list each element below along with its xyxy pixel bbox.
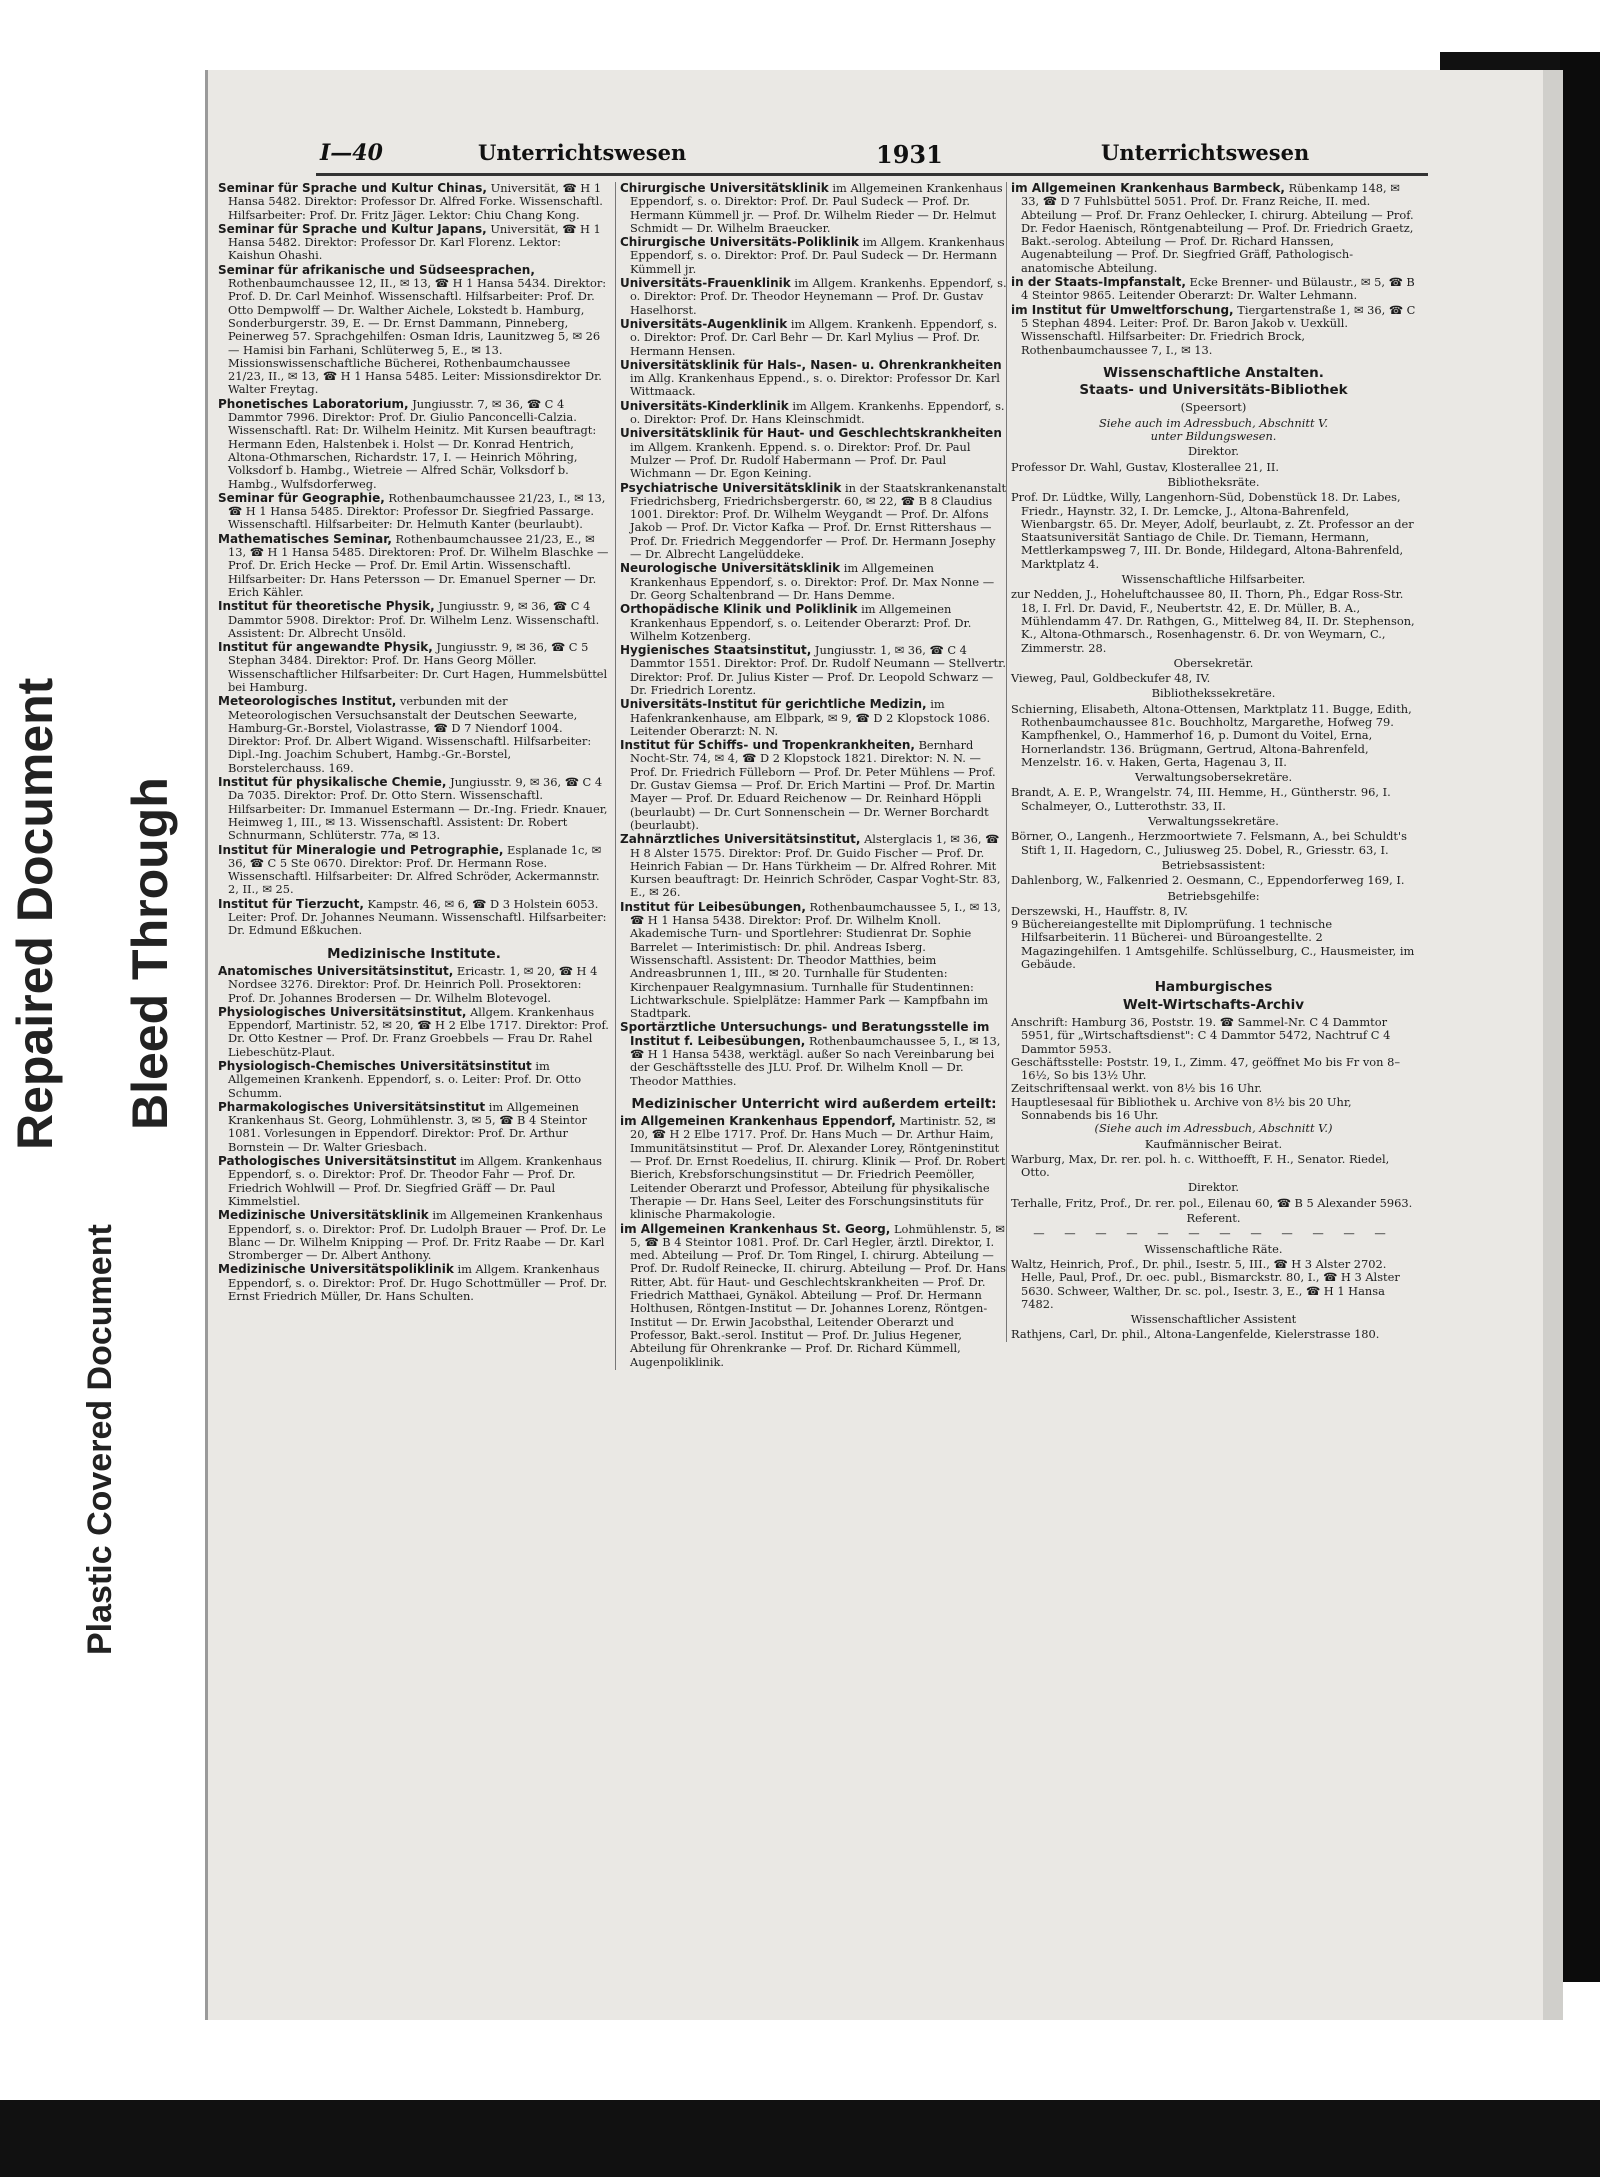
entry	[620, 1115, 1008, 1221]
entry-details: Rothenbaumchaussee 12, II., ✉ 13, ☎ H 1 Hansa 5434. Direktor: Prof. D. Dr. Carl Meinhof. Wissenschaftl. Hilfsarbeiter: Prof. Dr. Otto Dempwolff — Dr. Walther Aichele, Lokstedt b. Hamburg, Sonderburgerstr. 39, E. — Dr. Ernst Dammann, Pinneberg, Peinerweg 57. Sprachgehilfen: Osman Idris, Launitzweg 5, ✉ 26 — Hamisi bin Farhani, Schlüterweg 5, E., ✉ 13. Missionswissenschaftliche Bücherei, Rothenbaumchaussee 21/23, II., ✉ 13, ☎ H 1 Hansa 5485. Leiter: Missionsdirektor Dr. Walter Freytag.	[228, 276, 607, 397]
subheading-medical-teaching: Medizinischer Unterricht wird außerdem erteilt:	[631, 1095, 997, 1112]
role-heading: Wissenschaftliche Räte.	[1144, 1241, 1283, 1256]
header-rule	[316, 173, 1428, 176]
entry-details: Martinistr. 52, ✉ 20, ☎ H 2 Elbe 1717. Prof. Dr. Hans Much — Dr. Arthur Haim, Immunitätsinstitut — Prof. Dr. Alexander Lorey, Röntgeninstitut — Prof. Dr. Ernst Roedelius, II. chirurg. Klinik — Prof. Dr. Robert Bierich, Krebsforschungsinstitut — Dr. Friedrich Peemöller, Leitender Oberarzt und Professor, Abteilung für physikalische Therapie — Dr. Hans Seel, Leiter des Forschungsinstituts für klinische Pharmakologie.	[630, 1114, 1006, 1222]
entry-details: Jungiusstr. 9, ✉ 36, ☎ C 4 Da 7035. Direktor: Prof. Dr. Otto Stern. Wissenschaftl. Hilfsarbeiter: Dr. Immanuel Estermann — Dr.-Ing. Friedr. Knauer, Heimweg 1, III., ✉ 13. Wissenschaftl. Assistent: Dr. Robert Schnurmann, Schlüterstr. 77a, ✉ 13.	[228, 775, 608, 843]
entry-details: Bernhard Nocht-Str. 74, ✉ 4, ☎ D 2 Klopstock 1821. Direktor: N. N. — Prof. Dr. Friedrich Fülleborn — Prof. Dr. Peter Mühlens — Prof. Dr. Gustav Giemsa — Prof. Dr. Erich Martini — Prof. Dr. Martin Mayer — Prof. Dr. Eduard Reichenow — Dr. Reinhard Höppli (beurlaubt) — Dr. Curt Sonnenschein — Dr. Werner Borchardt (beurlaubt).	[630, 738, 996, 832]
staff-list: Waltz, Heinrich, Prof., Dr. phil., Isestr. 5, III., ☎ H 3 Alster 2702. Helle, Paul, Prof., Dr. oec. publ., Bismarckstr. 80, I., ☎ H 3 Alster 5630. Schweer, Walther, Dr. sc. pol., Isestr. 3, E., ☎ H 1 Hansa 7482.	[1011, 1256, 1400, 1311]
archive-heading: Hamburgisches	[1154, 979, 1273, 996]
entry-details: Kampstr. 46, ✉ 6, ☎ D 3 Holstein 6053. Leiter: Prof. Dr. Johannes Neumann. Wissenschaftl. Hilfsarbeiter: Dr. Edmund Eßkuchen.	[228, 896, 607, 938]
page-edge	[1543, 70, 1563, 2020]
entry-details: in der Staatskrankenanstalt Friedrichsberg, Friedrichsbergerstr. 60, ✉ 22, ☎ B 8 Claudius 1001. Direktor: Prof. Dr. Wilhelm Weygandt — Prof. Dr. Alfons Jakob — Prof. Dr. Victor Kafka — Prof. Dr. Ernst Rittershaus — Prof. Dr. Friedrich Meggendorfer — Prof. Dr. Hermann Josephy — Dr. Albrecht Langelüddeke.	[630, 480, 1007, 562]
institution-name: Neurologische Universitätsklinik	[620, 561, 841, 576]
staff-list: Brandt, A. E. P., Wrangelstr. 74, III. Hemme, H., Güntherstr. 96, I. Schalmeyer, O., Lutterothstr. 33, II.	[1011, 785, 1391, 813]
running-head-right: Unterrichtswesen	[1101, 140, 1310, 165]
entry-details: Allgem. Krankenhaus Eppendorf, Martinistr. 52, ✉ 20, ☎ H 2 Elbe 1717. Direktor: Prof. Dr. Otto Kestner — Prof. Dr. Franz Groebbels — Frau Dr. Rahel Liebeschütz-Plaut.	[228, 1004, 609, 1059]
column-3	[1006, 182, 1416, 1342]
entry	[1011, 304, 1416, 357]
staff-summary: 9 Büchereiangestellte mit Diplomprüfung. 1 technische Hilfsarbeiterin. 11 Bücherei- und Büroangestellte. 2 Magazingehilfen. 1 Amtsgehilfe. Schlüsselburg, C., Hausmeister, im Gebäude.	[1011, 917, 1415, 972]
institution-name: Medizinische Universitätsklinik	[218, 1208, 429, 1223]
entry-details: im Allgem. Krankenhaus Eppendorf, s. o. Direktor: Prof. Dr. Paul Sudeck — Dr. Hermann Kümmell jr.	[630, 235, 1005, 276]
staff-list: Warburg, Max, Dr. rer. pol. h. c. Witthoefft, F. H., Senator. Riedel, Otto.	[1011, 1151, 1390, 1180]
entry	[620, 562, 1008, 602]
institution-name: im Allgemeinen Krankenhaus Barmbeck,	[1011, 181, 1285, 195]
institution-name: Medizinische Universitätspoliklinik	[218, 1262, 454, 1277]
institution-name: Universitäts-Institut für gerichtliche Medizin,	[620, 697, 927, 712]
entry	[218, 600, 610, 640]
entry-details: verbunden mit der Meteorologischen Versuchsanstalt der Deutschen Seewarte, Hamburg-Gr.-Borstel, Violastrasse, ☎ D 7 Niendorf 1004. Direktor: Prof. Dr. Albert Wigand. Wissenschaftl. Hilfsarbeiter: Dipl.-Ing. Joachim Schubert, Hambg.-Gr.-Borstel, Borstelerchauss. 169.	[228, 694, 592, 775]
entry-details: Jungiusstr. 9, ✉ 36, ☎ C 4 Dammtor 5908. Direktor: Prof. Dr. Wilhelm Lenz. Wissenschaftl. Assistent: Dr. Albrecht Unsöld.	[228, 599, 600, 640]
entry-details: Lohmühlenstr. 5, ✉ 5, ☎ B 4 Steintor 1081. Prof. Dr. Carl Hegler, ärztl. Direktor, I. med. Abteilung — Prof. Dr. Tom Ringel, I. chirurg. Abteilung — Prof. Dr. Rudolf Reinecke, II. chirurg. Abteilung — Prof. Dr. Hans Ritter, Abt. für Haut- und Geschlechtskrankheiten — Prof. Dr. Friedrich Matthaei, Gynäkol. Abteilung — Prof. Dr. Hermann Holthusen, Röntgen-Institut — Dr. Johannes Lorenz, Röntgen-Institut — Dr. Erwin Jacobsthal, Leitender Oberarzt und Professor, Bakt.-serol. Institut — Prof. Dr. Julius Hegener, Abteilung für Ohrenkranke — Prof. Dr. Richard Kümmell, Augenpoliklinik.	[630, 1221, 1006, 1369]
institution-name: Universitäts-Augenklinik	[620, 316, 788, 331]
entry	[218, 1101, 610, 1154]
staff-list: zur Nedden, J., Hoheluftchaussee 80, II. Thorn, Ph., Edgar Ross-Str. 18, I. Frl. Dr. David, F., Neubertstr. 42, E. Dr. Müller, B. A., Mühlendamm 47. Dr. Rathgen, G., Mittelweg 84, II. Dr. Stephenson, K., Altona-Othmarsch., Rosenhagenstr. 6. Dr. von Weymarn, C., Zimmerstr. 28.	[1011, 587, 1415, 655]
entry-details: im Allgemeinen Krankenhaus Eppendorf, s. o. Leitender Oberarzt: Prof. Dr. Wilhelm Kotzenberg.	[630, 602, 972, 643]
institution-name: Institut für Mineralogie und Petrographie,	[218, 842, 504, 857]
institution-name: Seminar für afrikanische und Südseesprachen,	[218, 262, 535, 277]
entry	[218, 182, 610, 222]
entry	[218, 1263, 610, 1303]
entry	[218, 533, 610, 599]
entry-details: im Allgem. Krankenhaus Eppendorf, s. o. Direktor: Prof. Dr. Hugo Schottmüller — Prof. Dr. Ernst Friedrich Müller, Dr. Hans Schulten.	[228, 1262, 608, 1304]
staff-list: Terhalle, Fritz, Prof., Dr. rer. pol., Eilenau 60, ☎ B 5 Alexander 5963.	[1011, 1195, 1413, 1210]
institution-name: Seminar für Sprache und Kultur Chinas,	[218, 181, 487, 195]
entry-details: im Allgemeinen Krankenhaus St. Georg, Lohmühlenstr. 3, ✉ 5, ☎ B 4 Steintor 1081. Vorlesungen in Eppendorf. Direktor: Prof. Dr. Arthur Bornstein — Dr. Walter Griesbach.	[228, 1099, 587, 1154]
staff-list: Derszewski, H., Hauffstr. 8, IV.	[1011, 903, 1188, 918]
entry	[620, 1223, 1008, 1369]
institution-name: im Institut für Umweltforschung,	[1011, 302, 1234, 317]
entry	[620, 359, 1008, 399]
institution-name: Hygienisches Staatsinstitut,	[620, 643, 812, 658]
entry-details: Jungiusstr. 7, ✉ 36, ☎ C 4 Dammtor 7996. Direktor: Prof. Dr. Giulio Panconcelli-Calzia. Wissenschaftl. Rat: Dr. Wilhelm Heinitz. Mit Kursen beauftragt: Hermann Eden, Halstenbek i. Holst — Dr. Konrad Hentrich, Altona-Othmarschen, Richardstr. 17, I. — Heinrich Möhring, Volksdorf b. Hambg., Wietreie — Alfred Schär, Volksdorf b. Hambg., Wulfsdorferweg.	[228, 396, 597, 491]
role-heading: Obersekretär.	[1173, 655, 1254, 670]
institution-name: Institut für Tierzucht,	[218, 896, 364, 911]
cross-reference: Siehe auch im Adressbuch, Abschnitt V.	[1098, 415, 1329, 430]
entry-details: im Allgemeinen Krankenhaus Eppendorf, s. o. Direktor: Prof. Dr. Ludolph Brauer — Prof. Dr. Le Blanc — Dr. Wilhelm Knipping — Prof. Dr. Fritz Raabe — Dr. Karl Stromberger — Dr. Albert Anthony.	[228, 1208, 606, 1263]
institution-name: Phonetisches Laboratorium,	[218, 396, 409, 411]
entry-details: Universität, ☎ H 1 Hansa 5482. Direktor: Professor Dr. Alfred Forke. Wissenschaftl. Hilfsarbeiter: Prof. Dr. Fritz Jäger. Lektor: Chiu Chang Kong.	[228, 181, 603, 222]
entry	[218, 776, 610, 842]
year-heading: 1931	[876, 140, 943, 169]
institution-name: Institut für physikalische Chemie,	[218, 775, 447, 790]
scan-border-right	[1560, 52, 1600, 1982]
entry	[620, 182, 1008, 235]
entry-details: im Allgem. Krankenhaus Eppendorf, s. o. Direktor: Prof. Dr. Theodor Fahr — Prof. Dr. Friedrich Wohlwill — Prof. Dr. Siegfried Gräff — Dr. Paul Kimmelstiel.	[228, 1154, 602, 1208]
entry-details: Tiergartenstraße 1, ✉ 36, ☎ C 5 Stephan 4894. Leiter: Prof. Dr. Baron Jakob v. Uexküll. Wissenschaftl. Hilfsarbeiter: Dr. Friedrich Brock, Rothenbaumchaussee 7, I., ✉ 13.	[1021, 302, 1416, 357]
archive-info: Hauptlesesaal für Bibliothek u. Archive von 8½ bis 20 Uhr, Sonnabends bis 16 Uhr.	[1011, 1094, 1352, 1122]
institution-name: Institut für angewandte Physik,	[218, 640, 433, 655]
entry	[218, 492, 610, 532]
institution-name: Chirurgische Universitätsklinik	[620, 181, 829, 195]
institution-name: Institut für Schiffs- und Tropenkrankheiten,	[620, 738, 915, 753]
entry-details: im Allgemeinen Krankenhaus Eppendorf, s. o. Direktor: Prof. Dr. Max Nonne — Dr. Georg Schaltenbrand — Dr. Hans Demme.	[630, 561, 995, 602]
entry-details: im Allgem. Krankenh. Eppend. s. o. Direktor: Prof. Dr. Paul Mulzer — Prof. Dr. Rudolf Habermann — Prof. Dr. Paul Wichmann — Dr. Egon Keining.	[630, 439, 971, 481]
entry	[218, 1060, 610, 1100]
entry-details: im Allgem. Krankenh. Eppendorf, s. o. Direktor: Prof. Dr. Carl Behr — Dr. Karl Mylius — Prof. Dr. Hermann Hensen.	[630, 316, 998, 358]
staff-list: Rathjens, Carl, Dr. phil., Altona-Langenfelde, Kielerstrasse 180.	[1011, 1327, 1380, 1342]
entry-details: Rothenbaumchaussee 5, I., ✉ 13, ☎ H 1 Hansa 5438, werktägl. außer So nach Vereinbarung bei der Geschäftsstelle des JLU. Prof. Dr. Wilhelm Knoll — Dr. Theodor Matthies.	[630, 1033, 1001, 1088]
entry	[1011, 182, 1416, 275]
role-heading: Kaufmännischer Beirat.	[1144, 1136, 1283, 1151]
role-heading: Direktor.	[1187, 1180, 1240, 1195]
entry	[620, 644, 1008, 697]
entry	[218, 264, 610, 397]
cross-reference: (Siehe auch im Adressbuch, Abschnitt V.)	[1094, 1121, 1333, 1136]
entry	[218, 695, 610, 775]
entry	[620, 1021, 1008, 1087]
role-heading: Betriebsassistent:	[1161, 857, 1266, 872]
role-heading: Bibliothekssekretäre.	[1151, 686, 1276, 701]
running-head-left: Unterrichtswesen	[478, 140, 687, 165]
institution-name: Universitätsklinik für Haut- und Geschlechtskrankheiten	[620, 426, 1002, 441]
institution-name: Pathologisches Universitätsinstitut	[218, 1154, 457, 1169]
institution-name: Orthopädische Klinik und Poliklinik	[620, 602, 858, 617]
role-heading: Referent.	[1186, 1211, 1241, 1226]
staff-list: Börner, O., Langenh., Herzmoortwiete 7. Felsmann, A., bei Schuldt's Stift 1, II. Hagedorn, C., Juliusweg 25. Dobel, R., Griesstr. 63, I.	[1011, 829, 1407, 857]
institution-name: Psychiatrische Universitätsklinik	[620, 480, 842, 495]
vacant-line: — — — — — — — — — — — —	[1033, 1226, 1394, 1241]
institution-name: Institut für Leibesübungen,	[620, 899, 806, 914]
role-heading: Direktor.	[1187, 444, 1240, 459]
entry-details: Jungiusstr. 9, ✉ 36, ☎ C 5 Stephan 3484. Direktor: Prof. Dr. Hans Georg Möller. Wissenschaftlicher Hilfsarbeiter: Dr. Curt Hagen, Hummelsbüttel bei Hamburg.	[228, 640, 608, 694]
institution-name: Mathematisches Seminar,	[218, 531, 392, 546]
staff-list: Professor Dr. Wahl, Gustav, Klosterallee 21, II.	[1011, 459, 1279, 474]
institution-name: Universitäts-Kinderklinik	[620, 398, 789, 413]
staff-list: Dahlenborg, W., Falkenried 2. Oesmann, C., Eppendorferweg 169, I.	[1011, 873, 1405, 888]
entry-details: Ecke Brenner- und Bülaustr., ✉ 5, ☎ B 4 Steintor 9865. Leitender Oberarzt: Dr. Walter Lehmann.	[1021, 275, 1415, 303]
role-heading: Wissenschaftliche Hilfsarbeiter.	[1121, 572, 1306, 587]
role-heading: Bibliotheksräte.	[1167, 474, 1260, 489]
institution-name: Chirurgische Universitäts-Poliklinik	[620, 235, 859, 250]
entry	[1011, 276, 1416, 303]
institution-name: Institut für theoretische Physik,	[218, 599, 435, 614]
label-plastic-covered: Plastic Covered Document	[81, 1224, 119, 1655]
entry	[620, 236, 1008, 276]
institution-name: im Allgemeinen Krankenhaus St. Georg,	[620, 1221, 891, 1236]
entry	[218, 223, 610, 263]
archive-info: Geschäftsstelle: Poststr. 19, I., Zimm. 47, geöffnet Mo bis Fr von 8–16½, So bis 13½ Uhr.	[1011, 1054, 1401, 1083]
role-heading: Betriebsgehilfe:	[1167, 888, 1260, 903]
archive-info: Anschrift: Hamburg 36, Poststr. 19. ☎ Sammel-Nr. C 4 Dammtor 5951, für „Wirtschaftsdienst": C 4 Dammtor 5472, Nachtruf C 4 Dammtor 5953.	[1011, 1014, 1391, 1056]
entry-details: im Allgem. Krankenhs. Eppendorf, s. o. Direktor: Prof. Dr. Hans Kleinschmidt.	[630, 398, 1005, 427]
entry-details: Jungiusstr. 1, ✉ 36, ☎ C 4 Dammtor 1551. Direktor: Prof. Dr. Rudolf Neumann — Stellvertr. Direktor: Prof. Dr. Julius Kister — Prof. Dr. Leopold Schwarz — Dr. Friedrich Lorentz.	[630, 643, 1006, 697]
entry-details: Universität, ☎ H 1 Hansa 5482. Direktor: Professor Dr. Karl Florenz. Lektor: Kaishun Ohashi.	[228, 221, 601, 263]
institution-name: Anatomisches Universitätsinstitut,	[218, 963, 454, 978]
institution-name: Seminar für Geographie,	[218, 490, 385, 505]
entry	[620, 739, 1008, 832]
entry-details: Rübenkamp 148, ✉ 33, ☎ D 7 Fuhlsbüttel 5051. Prof. Dr. Franz Reiche, II. med. Abteilung — Prof. Dr. Franz Oehlecker, I. chirurg. Abteilung — Prof. Dr. Fedor Haenisch, Röntgenabteilung — Prof. Dr. Friedrich Graetz, Bakt.-serolog. Abteilung — Prof. Dr. Richard Hanssen, Augenabteilung — Prof. Dr. Siegfried Gräff, Pathologisch-anatomische Abteilung.	[1021, 181, 1414, 275]
entry	[620, 277, 1008, 317]
library-location: (Speersort)	[1180, 400, 1247, 415]
scan-border-bottom	[0, 2100, 1600, 2177]
institution-name: Universitätsklinik für Hals-, Nasen- u. Ohrenkrankheiten	[620, 357, 1002, 372]
section-heading-medical: Medizinische Institute.	[327, 945, 501, 962]
column-2	[615, 182, 1008, 1370]
entry-details: im Allg. Krankenhaus Eppend., s. o. Direktor: Professor Dr. Karl Wittmaack.	[630, 371, 1000, 399]
staff-list: Schierning, Elisabeth, Altona-Ottensen, Marktplatz 11. Bugge, Edith, Rothenbaumchaussee 81c. Bouchholtz, Margarethe, Hofweg 79. Kampfhenkel, O., Hammerhof 16, p. Dumont du Voitel, Erna, Hornerlandstr. 136. Brügmann, Gertrud, Altona-Bahrenfeld, Menzelstr. 16. v. Haken, Gerta, Hagenau 3, II.	[1011, 701, 1412, 769]
entry-details: Rothenbaumchaussee 5, I., ✉ 13, ☎ H 1 Hansa 5438. Direktor: Prof. Dr. Wilhelm Knoll. Akademische Turn- und Sportlehrer: Studienrat Dr. Sophie Barrelet — Interimistisch: Dr. phil. Andreas Isberg. Wissenschaftl. Assistent: Dr. Theodor Matthies, beim Andreasbrunnen 1, III., ✉ 20. Turnhalle für Studenten: Kirchenpauer Realgymnasium. Turnhalle für Studentinnen: Lichtwarkschule. Spielplätze: Hammer Park — Kampfbahn im Stadtpark.	[630, 899, 1001, 1021]
entry	[218, 1155, 610, 1208]
institution-name: Seminar für Sprache und Kultur Japans,	[218, 221, 487, 236]
cross-reference: unter Bildungswesen.	[1150, 429, 1277, 444]
archive-heading: Welt-Wirtschafts-Archiv	[1122, 996, 1305, 1013]
entry	[218, 965, 610, 1005]
entry	[620, 318, 1008, 358]
institution-name: Sportärztliche Untersuchungs- und Beratungsstelle im Institut f. Leibesübungen,	[620, 1020, 990, 1048]
staff-list: Vieweg, Paul, Goldbeckufer 48, IV.	[1011, 671, 1211, 686]
label-repaired-document: Repaired Document	[7, 677, 63, 1150]
institution-name: Physiologisches Universitätsinstitut,	[218, 1004, 467, 1019]
role-heading: Verwaltungsobersekretäre.	[1134, 770, 1293, 785]
entry	[620, 833, 1008, 899]
entry	[620, 698, 1008, 738]
entry	[620, 400, 1008, 427]
institution-name: Pharmakologisches Universitätsinstitut	[218, 1099, 486, 1114]
entry-details: Esplanade 1c, ✉ 36, ☎ C 5 Ste 0670. Direktor: Prof. Dr. Hermann Rose. Wissenschaftl. Hilfsarbeiter: Dr. Alfred Schröder, Ackermannstr. 2, II., ✉ 25.	[228, 842, 602, 897]
library-heading: Staats- und Universitäts-Bibliothek	[1079, 382, 1348, 399]
role-heading: Wissenschaftlicher Assistent	[1130, 1312, 1297, 1327]
institution-name: Physiologisch-Chemisches Universitätsinstitut	[218, 1059, 532, 1073]
entry	[218, 641, 610, 694]
entry-details: im Hafenkrankenhause, am Elbpark, ✉ 9, ☎ D 2 Klopstock 1086. Leitender Oberarzt: N. N.	[630, 697, 991, 738]
entry	[620, 482, 1008, 562]
page-number: I—40	[320, 140, 383, 166]
institution-name: Meteorologisches Institut,	[218, 694, 397, 709]
institution-name: in der Staats-Impfanstalt,	[1011, 275, 1186, 290]
institution-name: Zahnärztliches Universitätsinstitut,	[620, 832, 861, 847]
entry	[218, 398, 610, 491]
entry	[620, 901, 1008, 1021]
entry	[218, 844, 610, 897]
entry-details: Ericastr. 1, ✉ 20, ☎ H 4 Nordsee 3276. Direktor: Prof. Dr. Heinrich Poll. Prosektoren: Prof. Dr. Johannes Brodersen — Dr. Wilhelm Blotevogel.	[228, 963, 598, 1005]
entry	[620, 603, 1008, 643]
column-1	[218, 182, 610, 1304]
entry	[620, 427, 1008, 480]
document-page	[205, 70, 1563, 2020]
section-heading-institutes: Wissenschaftliche Anstalten.	[1103, 364, 1324, 381]
entry-details: Alsterglacis 1, ✉ 36, ☎ H 8 Alster 1575. Direktor: Prof. Dr. Guido Fischer — Prof. Dr. Heinrich Fabian — Dr. Hans Türkheim — Dr. Alfred Rohrer. Mit Kursen beauftragt: Dr. Heinrich Schröder, Caspar Voght-Str. 83, E., ✉ 26.	[630, 832, 1001, 900]
institution-name: Universitäts-Frauenklinik	[620, 276, 791, 291]
role-heading: Verwaltungssekretäre.	[1148, 814, 1279, 829]
entry-details: Rothenbaumchaussee 21/23, E., ✉ 13, ☎ H 1 Hansa 5485. Direktoren: Prof. Dr. Wilhelm Blaschke — Prof. Dr. Erich Hecke — Prof. Dr. Emil Artin. Wissenschaftl. Hilfsarbeiter: Dr. Hans Petersson — Dr. Emanuel Sperner — Dr. Erich Kähler.	[228, 531, 609, 599]
entry-details: Rothenbaumchaussee 21/23, I., ✉ 13, ☎ H 1 Hansa 5485. Direktor: Professor Dr. Siegfried Passarge. Wissenschaftl. Hilfsarbeiter: Dr. Helmuth Kanter (beurlaubt).	[228, 490, 606, 532]
entry	[218, 1006, 610, 1059]
institution-name: im Allgemeinen Krankenhaus Eppendorf,	[620, 1114, 896, 1129]
entry-details: im Allgem. Krankenhs. Eppendorf, s. o. Direktor: Prof. Dr. Theodor Heynemann — Prof. Dr. Gustav Haselhorst.	[630, 276, 1007, 317]
staff-list: Prof. Dr. Lüdtke, Willy, Langenhorn-Süd, Dobenstück 18. Dr. Labes, Friedr., Haynstr. 32, I. Dr. Lemcke, J., Altona-Bahrenfeld, Wienbargstr. 65. Dr. Meyer, Adolf, beurlaubt, z. Zt. Professor an der Staatsuniversität Santiago de Chile. Dr. Tiemann, Hermann, Mettlerkampsweg 7, III. Dr. Bonde, Hildegard, Altona-Bahrenfeld, Marktplatz 4.	[1011, 490, 1414, 571]
label-bleed-through: Bleed Through	[122, 777, 178, 1130]
entry-details: im Allgemeinen Krankenh. Eppendorf, s. o. Leiter: Prof. Dr. Otto Schumm.	[228, 1059, 582, 1100]
entry	[218, 1209, 610, 1262]
entry-details: im Allgemeinen Krankenhaus Eppendorf, s. o. Direktor: Prof. Dr. Paul Sudeck — Prof. Dr. Hermann Kümmell jr. — Prof. Dr. Wilhelm Rieder — Dr. Helmut Schmidt — Dr. Wilhelm Braeucker.	[630, 181, 1003, 235]
archive-info: Zeitschriftensaal werkt. von 8½ bis 16 Uhr.	[1011, 1081, 1263, 1096]
entry	[218, 898, 610, 938]
